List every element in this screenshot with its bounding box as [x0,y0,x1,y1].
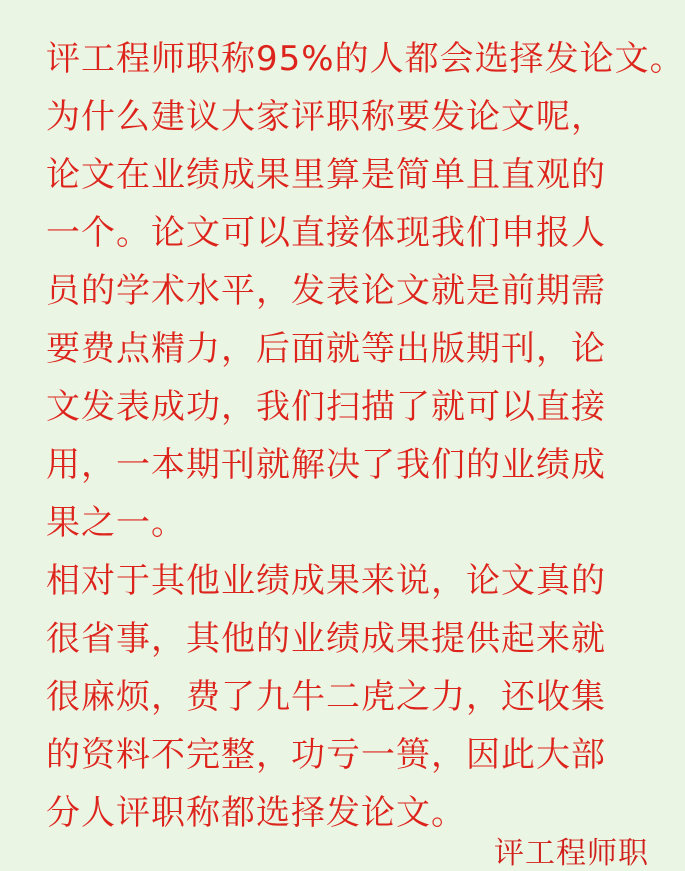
text-line: 很麻烦，费了九牛二虎之力，还收集 [46,677,606,717]
text-line: 的资料不完整，功亏一篑，因此大部 [46,735,606,775]
text-line: 一个。论文可以直接体现我们申报人 [46,213,606,253]
text-line: 果之一。 [46,503,186,543]
text-line: 文发表成功，我们扫描了就可以直接 [46,387,606,427]
text-line: 论文在业绩成果里算是简单且直观的 [46,155,606,195]
text-line: 分人评职称都选择发论文。 [46,793,466,833]
text-line: 员的学术水平，发表论文就是前期需 [46,271,606,311]
text-line: 用，一本期刊就解决了我们的业绩成 [46,445,606,485]
text-line: 评工程师职称95%的人都会选择发论文。 [46,39,685,79]
article-text [46,30,685,842]
watermark-text-fragment: 评工程师职 [494,836,649,871]
text-line: 相对于其他业绩成果来说，论文真的 [46,561,606,601]
text-line: 要费点精力，后面就等出版期刊，论 [46,329,606,369]
text-line: 为什么建议大家评职称要发论文呢， [46,97,606,137]
text-line: 很省事，其他的业绩成果提供起来就 [46,619,606,659]
